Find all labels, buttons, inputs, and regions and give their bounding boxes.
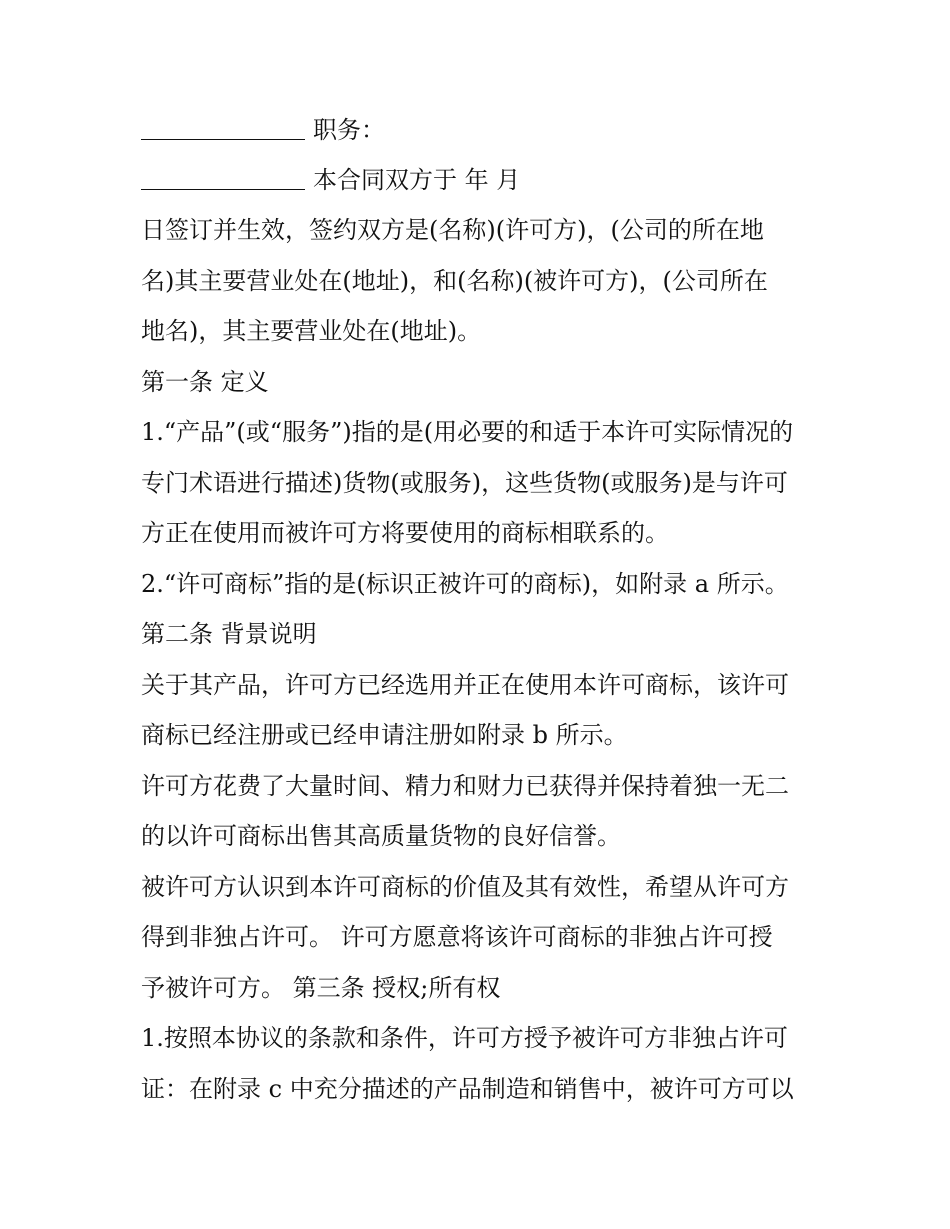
text-line: 日签订并生效，签约双方是(名称)(许可方)，(公司的所在地 — [141, 216, 764, 244]
text-line: 地名)，其主要营业处在(地址)。 — [141, 317, 482, 345]
text-line: 许可方花费了大量时间、精力和财力已获得并保持着独一无二 — [141, 772, 789, 800]
text-line: 1.“产品”(或“服务”)指的是(用必要的和适于本许可实际情况的 — [141, 418, 794, 446]
text-line: 名)其主要营业处在(地址)，和(名称)(被许可方)，(公司所在 — [141, 267, 768, 295]
blank-underline — [141, 117, 305, 140]
text-line: 关于其产品，许可方已经选用并正在使用本许可商标，该许可 — [141, 671, 789, 699]
text-line: 证：在附录 c 中充分描述的产品制造和销售中，被许可方可以 — [141, 1075, 794, 1103]
text-line: 2.“许可商标”指的是(标识正被许可的商标)，如附录 a 所示。 — [141, 570, 789, 598]
signature-line-date — [141, 162, 831, 198]
text-line: 专门术语进行描述)货物(或服务)，这些货物(或服务)是与许可 — [141, 469, 788, 497]
text-line: 被许可方认识到本许可商标的价值及其有效性，希望从许可方 — [141, 873, 789, 901]
section-heading: 第二条 背景说明 — [141, 620, 317, 648]
section-heading: 第一条 定义 — [141, 368, 269, 396]
text-line: 职务： — [313, 116, 385, 144]
text-line: 商标已经注册或已经申请注册如附录 b 所示。 — [141, 721, 628, 749]
text-line: 得到非独占许可。 许可方愿意将该许可商标的非独占许可授 — [141, 923, 773, 951]
signature-line-title — [141, 112, 831, 148]
text-line: 本合同双方于 年 月 — [313, 166, 521, 194]
text-line: 的以许可商标出售其高质量货物的良好信誉。 — [141, 822, 621, 850]
text-line: 方正在使用而被许可方将要使用的商标相联系的。 — [141, 519, 669, 547]
text-line: 予被许可方。 第三条 授权;所有权 — [141, 974, 501, 1002]
blank-underline — [141, 167, 305, 190]
text-line: 1.按照本协议的条款和条件，许可方授予被许可方非独占许可 — [141, 1024, 788, 1052]
